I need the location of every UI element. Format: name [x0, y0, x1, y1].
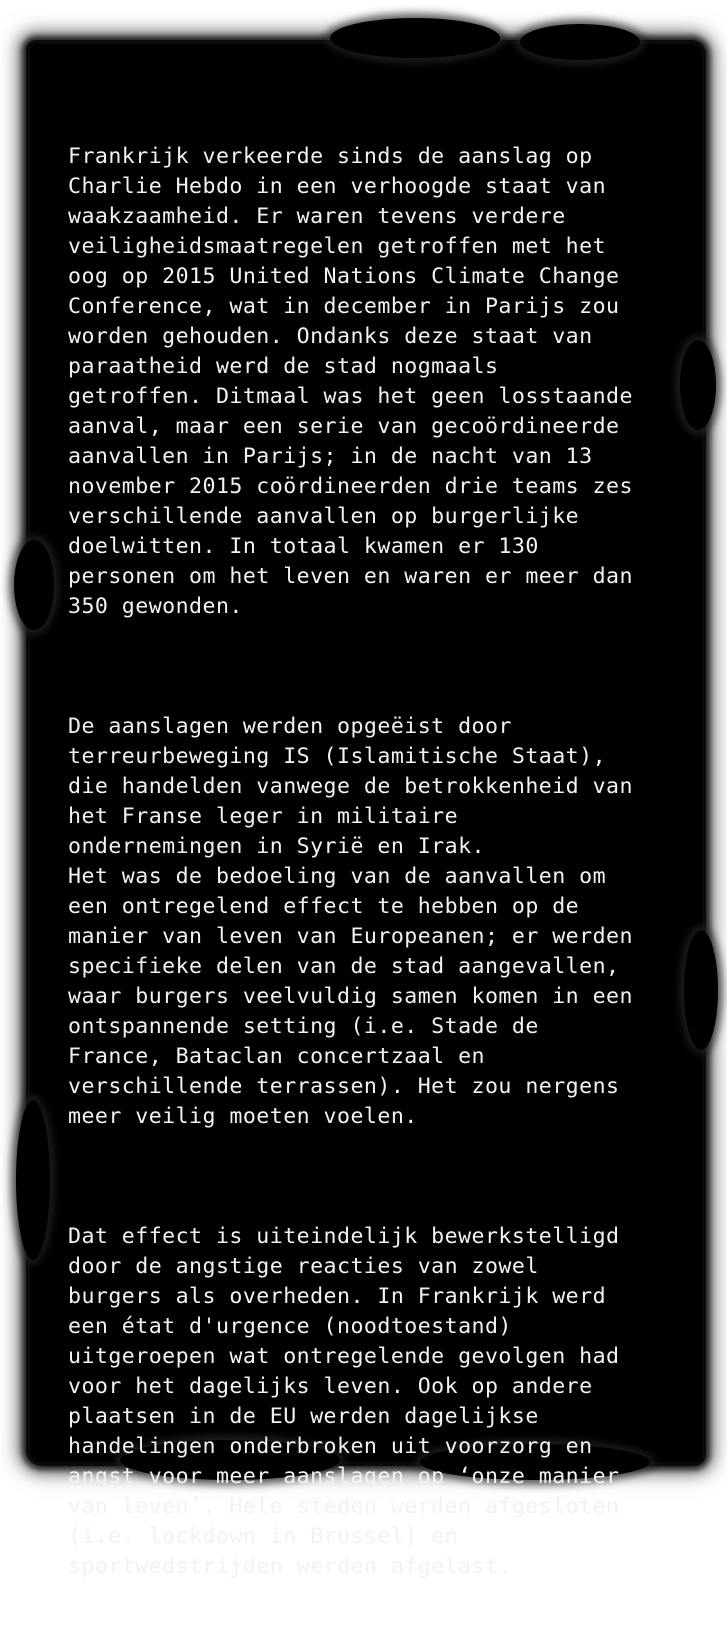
edge-blot: [684, 930, 718, 1050]
edge-blot: [16, 1100, 50, 1260]
paragraph-2: De aanslagen werden opgeëist door terreurbeweging IS (Islamitische Staat), die handelden vanwege de betrokkenheid van het Franse leger in militaire ondernemingen in Syrië en Irak. Het was de bedoeling van de aanvallen om een ontregelend effect te hebben op de manier van leven van Europeanen; er werden specifieke delen van de stad aangevallen, waar burgers veelvuldig samen komen in een ontspannende setting (i.e. Stade de France, Bataclan concertzaal en verschillende terrassen). Het zou nergens meer veilig moeten voelen.: [68, 714, 633, 1129]
edge-blot: [14, 540, 54, 630]
edge-blot: [330, 18, 500, 58]
paragraph-1: Frankrijk verkeerde sinds de aanslag op Charlie Hebdo in een verhoogde staat van waakzaamheid. Er waren tevens verdere veiligheidsmaatregelen getroffen met het oog op 2015 United Nations Climate Change Conference, wat in december in Parijs zou worden gehouden. Ondanks deze staat van paraatheid werd de stad nogmaals getroffen. Ditmaal was het geen losstaande aanval, maar een serie van gecoördineerde aanvallen in Parijs; in de nacht van 13 november 2015 coördineerden drie teams zes verschillende aanvallen op burgerlijke doelwitten. In totaal kwamen er 130 personen om het leven en waren er meer dan 350 gewonden.: [68, 144, 633, 619]
article-text: [68, 82, 668, 1642]
edge-blot: [520, 24, 640, 60]
edge-blot: [680, 340, 716, 430]
paragraph-3: Dat effect is uiteindelijk bewerkstelligd door de angstige reacties van zowel burgers als overheden. In Frankrijk werd een état d'urgence (noodtoestand) uitgeroepen wat ontregelende gevolgen had voor het dagelijks leven. Ook op andere plaatsen in de EU werden dagelijkse handelingen onderbroken uit voorzorg en angst voor meer aanslagen op ‘onze manier van leven’. Hele steden werden afgesloten (i.e. lockdown in Brussel) en sportwedstrijden werden afgelast.: [68, 1224, 620, 1579]
